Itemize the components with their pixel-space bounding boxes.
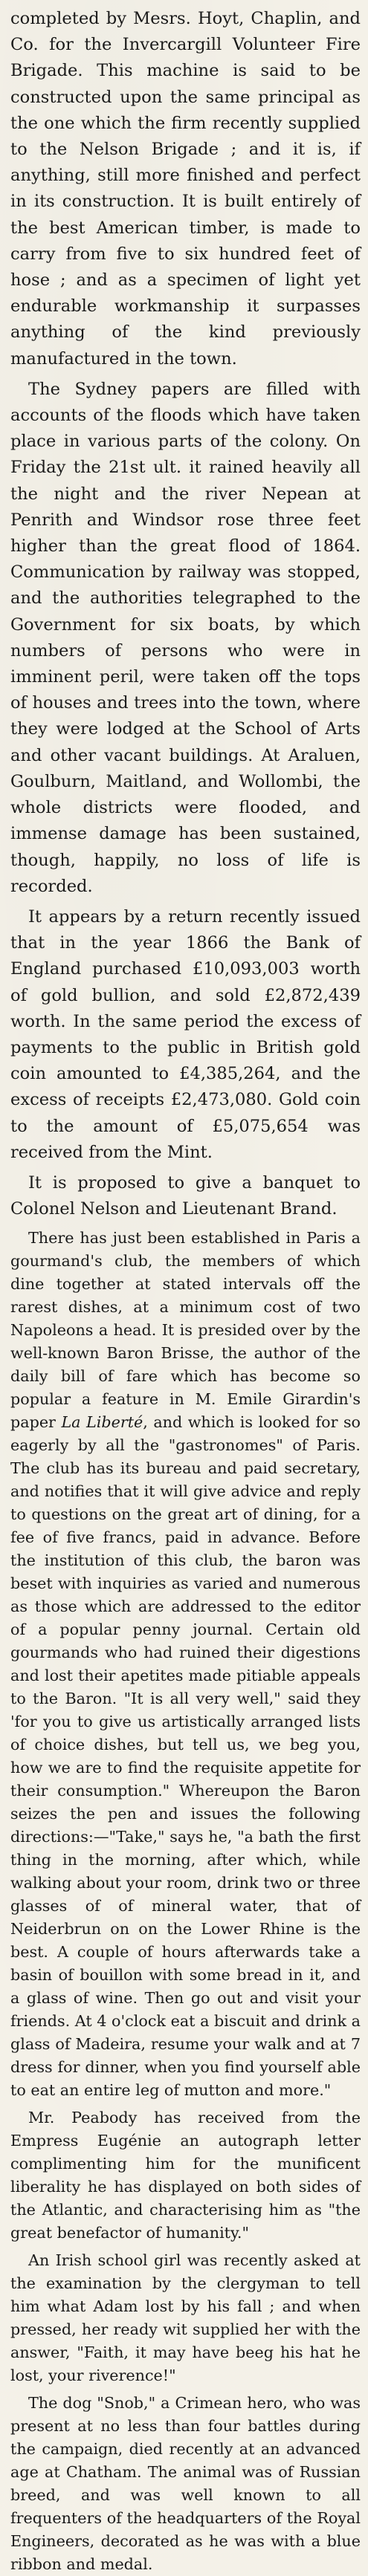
- sydney-floods-paragraph: The Sydney papers are filled with accounts of the floods which have taken place in various parts of the colony. On Friday the 21st ult. it rained heavily all the night and the river Nepean at Penrith and Windsor rose three feet higher than the great flood of 1864. Communication by railway was stopped, and the authorities telegraphed to the Government for six boats, by which numbers of persons who were in imminent peril, were taken off the tops of houses and trees into the town, where they were lodged at the School of Arts and other vacant buildings. At Araluen, Goulburn, Maitland, and Wollombi, the whole districts were flooded, and immense damage has been sustained, though, happily, no loss of life is recorded.: [10, 379, 361, 896]
- fire-engine-paragraph: completed by Mesrs. Hoyt, Chaplin, and Co. for the Invercargill Volunteer Fire Brigade. This machine is said to be constructed upon the same principal as the one which the firm recently supplied to the Nelson Brigade ; and it is, if anything, still more finished and perfect in its construction. It is built entirely of the best American timber, is made to carry from five to six hundred feet of hose ; and as a specimen of light yet endurable workmanship it surpasses anything of the kind previously manufactured in the town.: [10, 9, 361, 369]
- banquet-paragraph: It is proposed to give a banquet to Colonel Nelson and Lieutenant Brand.: [10, 1172, 361, 1219]
- irish-school-girl-paragraph: An Irish school girl was recently asked at the examination by the clergyman to tell him what Adam lost by his fall ; and when pressed, her ready wit supplied her with the answer, "Faith, it may have beeg his hat he lost, your riverence!": [10, 2251, 361, 2385]
- large-type-section: [10, 6, 361, 1222]
- small-type-section: [10, 1227, 361, 2576]
- peabody-paragraph: Mr. Peabody has received from the Empress Eugénie an autograph letter complimenting him for the munificent liberality he has displayed on both sides of the Atlantic, and characterising him as "the great benefactor of humanity.": [10, 2109, 361, 2242]
- club-text-after: , and which is looked for so eagerly by all the "gastronomes" of Paris. The club has its bureau and paid secretary, and notifies that it will give advice and reply to questions on the great art of dining, for a fee of five francs, paid in advance. Before the institution of this club, the baron was beset with inquiries as varied and numerous as those which are addressed to the editor of a popular penny journal. Certain old gourmands who had ruined their digestions and lost their apetites made pitiable appeals to the Baron. "It is all very well," said they 'for you to give us artistically arranged lists of choice dishes, but tell us, we beg you, how we are to find the requisite appetite for their consumption." Whereupon the Baron seizes the pen and issues the following directions:—"Take," says he, "a bath the first thing in the morning, after which, while walking about your room, drink two or three glasses of of mineral water, that of Neiderbrun on on the Lower Rhine is the best. A couple of hours afterwards take a basin of bouillon with some bread in it, and a glass of wine. Then go out and visit your friends. At 4 o'clock eat a biscuit and drink a glass of Madeira, resume your walk and at 7 dress for dinner, when you find yourself able to eat an entire leg of mutton and more.": [10, 1413, 361, 2100]
- gourmand-club-paragraph: [10, 1227, 361, 2102]
- bank-of-england-paragraph: It appears by a return recently issued that in the year 1866 the Bank of England purchased £10,093,003 worth of gold bullion, and sold £2,872,439 worth. In the same period the excess of payments to the public in British gold coin amounted to £4,385,264, and the excess of receipts £2,473,080. Gold coin to the amount of £5,075,654 was received from the Mint.: [10, 906, 361, 1162]
- newspaper-title: La Liberté: [61, 1413, 143, 1432]
- dog-snob-paragraph: The dog "Snob," a Crimean hero, who was present at no less than four battles during the campaign, died recently at an advanced age at Chatham. The animal was of Russian breed, and was well known to all frequenters of the headquarters of the Royal Engineers, decorated as he was with a blue ribbon and medal.: [10, 2394, 361, 2574]
- club-text-before: There has just been established in Paris a gourmand's club, the members of which dine together at stated intervals off the rarest dishes, at a minimum cost of two Napoleons a head. It is presided over by the well-known Baron Brisse, the author of the daily bill of fare which has become so popular a feature in M. Emile Girardin's paper: [10, 1229, 361, 1432]
